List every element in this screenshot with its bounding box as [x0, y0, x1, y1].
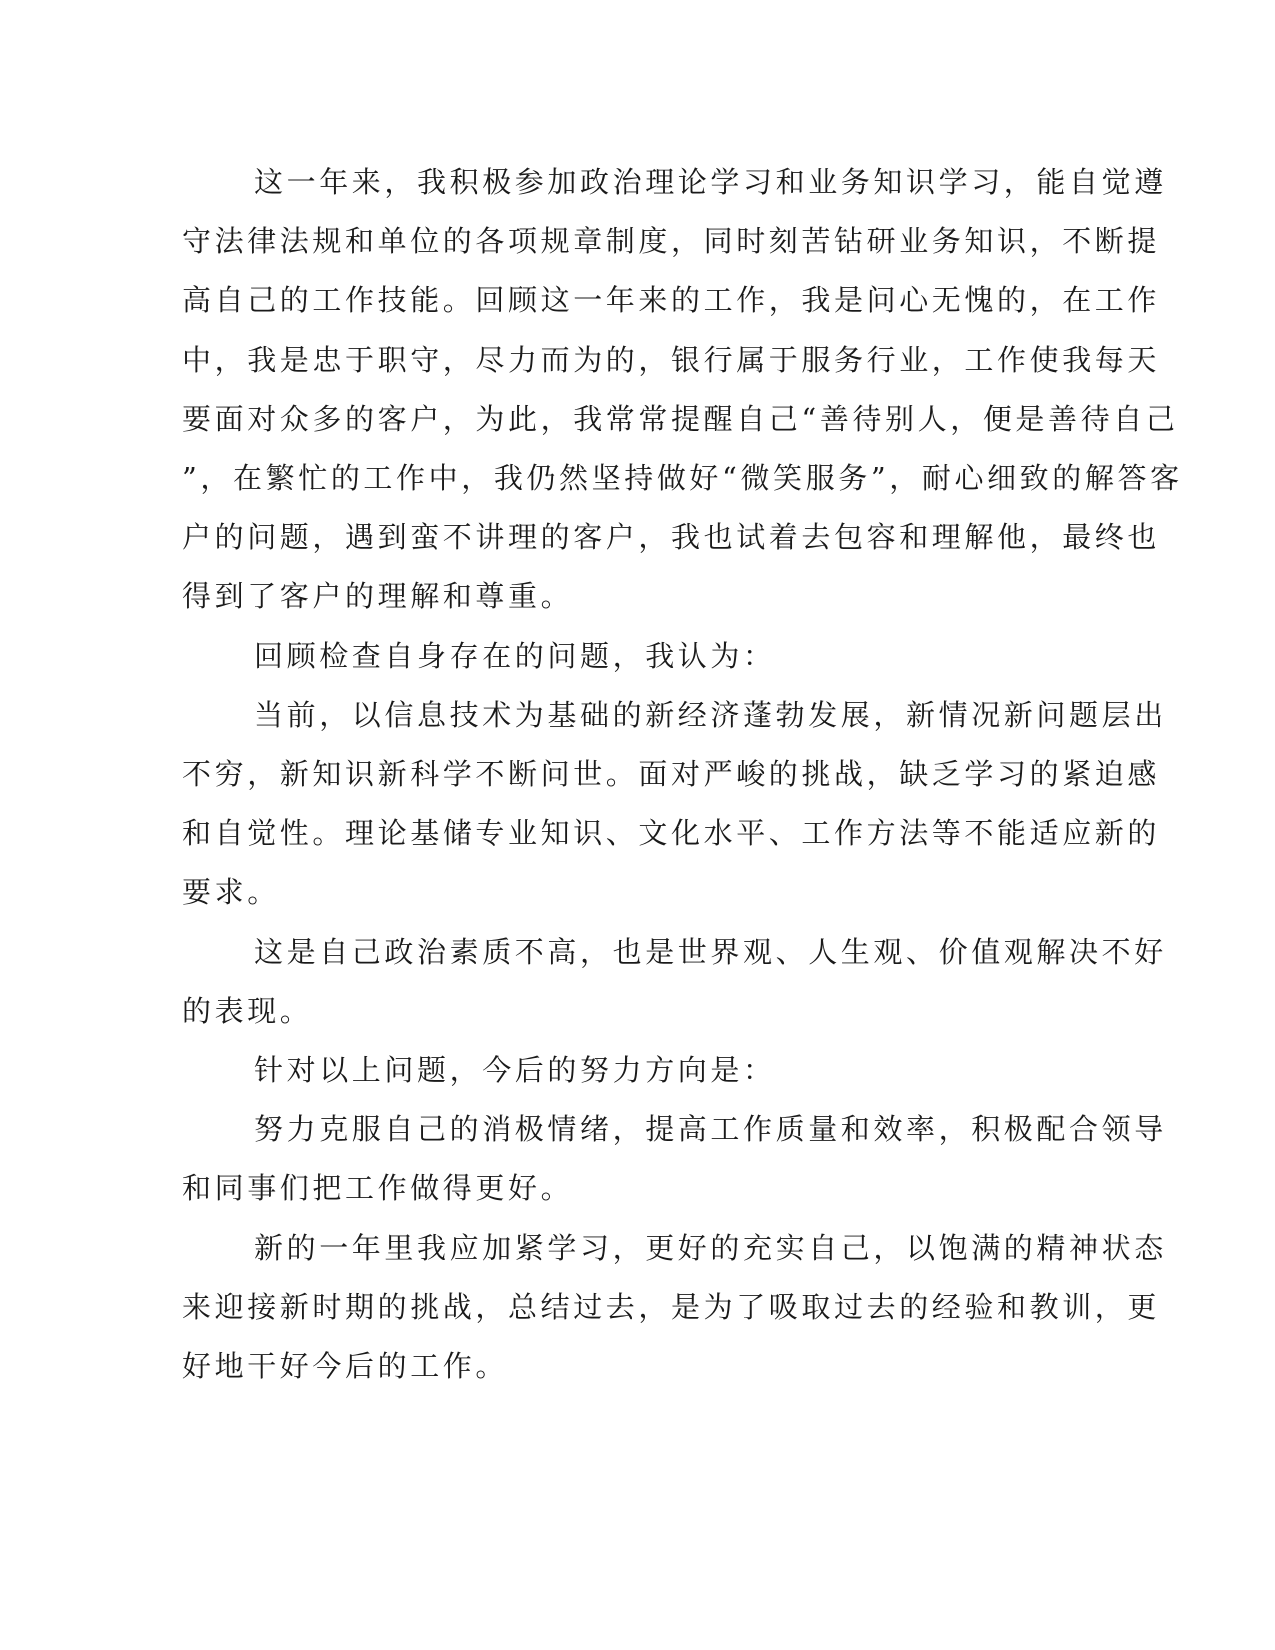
text-line: 当前，以信息技术为基础的新经济蓬勃发展，新情况新问题层出: [254, 697, 1167, 732]
text-line: 和自觉性。理论基储专业知识、文化水平、工作方法等不能适应新的: [182, 816, 1161, 851]
paragraph-problems-intro: [182, 627, 1042, 686]
text-line: 新的一年里我应加紧学习，更好的充实自己，以饱满的精神状态: [254, 1230, 1167, 1265]
text-line: 针对以上问题，今后的努力方向是：: [254, 1053, 776, 1088]
text-line: 来迎接新时期的挑战，总结过去，是为了吸取过去的经验和教训，更: [182, 1289, 1161, 1324]
text-line: 和同事们把工作做得更好。: [182, 1171, 574, 1206]
text-line: 要求。: [182, 875, 280, 910]
paragraph-efforts: [182, 1100, 1167, 1218]
text-line: 得到了客户的理解和尊重。: [182, 579, 574, 614]
paragraph-new-year: [182, 1219, 1167, 1397]
text-line: 户的问题，遇到蛮不讲理的客户，我也试着去包容和理解他，最终也: [182, 520, 1161, 555]
text-line: 努力克服自己的消极情绪，提高工作质量和效率，积极配合领导: [254, 1112, 1167, 1147]
text-line: ”，在繁忙的工作中，我仍然坚持做好“微笑服务”，耐心细致的解答客: [182, 461, 1183, 496]
paragraph-cause: [182, 923, 1167, 1041]
paragraph-current-situation: [182, 686, 1167, 923]
text-line: 回顾检查自身存在的问题，我认为：: [254, 638, 776, 673]
text-line: 好地干好今后的工作。: [182, 1349, 509, 1384]
text-line: 守法律法规和单位的各项规章制度，同时刻苦钻研业务知识，不断提: [182, 224, 1161, 259]
text-line: 的表现。: [182, 993, 313, 1028]
text-line: 不穷，新知识新科学不断问世。面对严峻的挑战，缺乏学习的紧迫感: [182, 757, 1161, 792]
text-line: 高自己的工作技能。回顾这一年来的工作，我是问心无愧的，在工作: [182, 283, 1161, 318]
paragraph-work-review: [182, 153, 1183, 627]
text-line: 这是自己政治素质不高，也是世界观、人生观、价值观解决不好: [254, 934, 1167, 969]
document-body: [182, 153, 1183, 1396]
paragraph-direction-intro: [182, 1041, 1042, 1100]
text-line: 这一年来，我积极参加政治理论学习和业务知识学习，能自觉遵: [254, 165, 1167, 199]
text-line: 中，我是忠于职守，尽力而为的，银行属于服务行业，工作使我每天: [182, 342, 1161, 377]
text-line: 要面对众多的客户，为此，我常常提醒自己“善待别人，便是善待自己: [182, 401, 1179, 436]
